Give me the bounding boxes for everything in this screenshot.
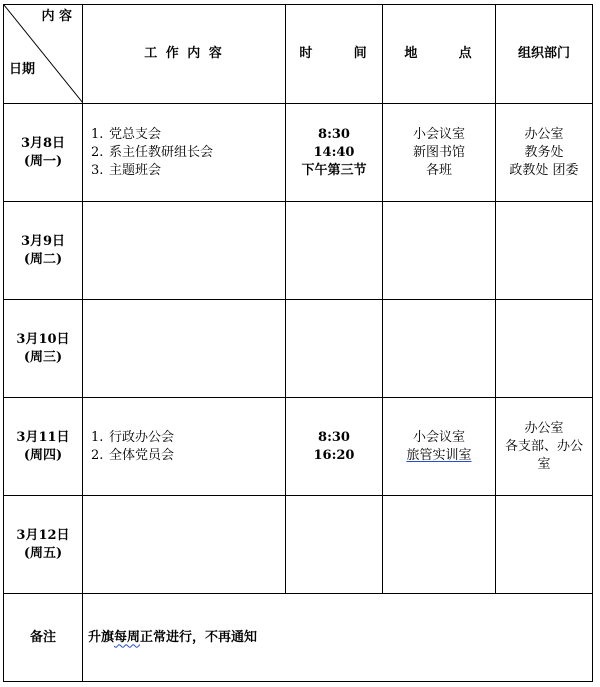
note-text-part: 正常进行，不再通知	[140, 629, 258, 645]
table-row	[4, 104, 593, 202]
date-cell	[4, 496, 83, 594]
place-value: 小会议室	[412, 126, 465, 142]
list-item: 1. 党总支会	[91, 126, 162, 142]
header-time: 时 间	[286, 5, 383, 104]
place-cell	[383, 398, 496, 496]
dept-value: 政教处 团委	[509, 162, 579, 178]
place-cell	[383, 104, 496, 202]
time-cell	[286, 202, 383, 300]
date-text: 3月10日	[16, 331, 70, 347]
time-value: 14:40	[313, 144, 355, 160]
date-text: 3月9日	[20, 233, 66, 249]
table-row	[4, 398, 593, 496]
date-cell	[4, 300, 83, 398]
header-row	[4, 5, 593, 104]
place-cell	[383, 300, 496, 398]
note-row	[4, 594, 593, 682]
dept-value: 办公室	[524, 126, 564, 142]
note-text	[83, 594, 593, 682]
weekday-text: (周四)	[23, 447, 63, 463]
header-place: 地 点	[383, 5, 496, 104]
time-value: 8:30	[318, 126, 350, 142]
dept-value: 办公室	[524, 420, 564, 436]
place-value: 旅管实训室	[406, 447, 472, 463]
work-cell	[83, 300, 286, 398]
date-text: 3月12日	[16, 527, 70, 543]
time-value: 8:30	[318, 429, 350, 445]
weekday-text: (周二)	[23, 251, 63, 267]
place-value: 新图书馆	[412, 144, 465, 160]
weekday-text: (周五)	[23, 545, 63, 561]
time-cell	[286, 496, 383, 594]
place-value: 小会议室	[412, 429, 465, 445]
dept-value: 室	[537, 456, 551, 472]
place-value: 各班	[425, 162, 452, 178]
date-text: 3月8日	[20, 135, 66, 151]
date-text: 3月11日	[16, 429, 70, 445]
time-cell	[286, 300, 383, 398]
weekday-text: (周三)	[23, 349, 63, 365]
time-cell	[286, 104, 383, 202]
list-item: 2. 全体党员会	[91, 447, 175, 463]
dept-cell	[496, 496, 593, 594]
dept-cell	[496, 104, 593, 202]
work-cell	[83, 398, 286, 496]
time-cell	[286, 398, 383, 496]
time-value: 16:20	[313, 447, 355, 463]
work-cell	[83, 202, 286, 300]
table-row	[4, 202, 593, 300]
list-item: 3. 主题班会	[91, 162, 162, 178]
header-work: 工 作 内 容	[83, 5, 286, 104]
list-item: 2. 系主任教研组长会	[91, 144, 214, 160]
place-cell	[383, 202, 496, 300]
dept-cell	[496, 300, 593, 398]
date-cell	[4, 104, 83, 202]
date-cell	[4, 202, 83, 300]
weekly-schedule-table	[3, 4, 593, 682]
work-cell	[83, 104, 286, 202]
weekday-text: (周一)	[23, 153, 63, 169]
work-cell	[83, 496, 286, 594]
table-row	[4, 300, 593, 398]
dept-cell	[496, 398, 593, 496]
note-text-marked: 每周	[114, 629, 141, 645]
note-text-part: 升旗	[88, 629, 115, 645]
dept-value: 各支部、办公	[504, 438, 583, 454]
list-item: 1. 行政办公会	[91, 429, 175, 445]
date-cell	[4, 398, 83, 496]
note-label: 备注	[4, 594, 83, 682]
place-cell	[383, 496, 496, 594]
header-date-label: 日期	[9, 62, 36, 77]
dept-cell	[496, 202, 593, 300]
table-row	[4, 496, 593, 594]
header-content-label: 内 容	[41, 9, 72, 24]
dept-value: 教务处	[524, 144, 564, 160]
header-dept: 组织部门	[496, 5, 593, 104]
diagonal-header-cell	[4, 5, 83, 104]
time-value: 下午第三节	[301, 162, 367, 178]
